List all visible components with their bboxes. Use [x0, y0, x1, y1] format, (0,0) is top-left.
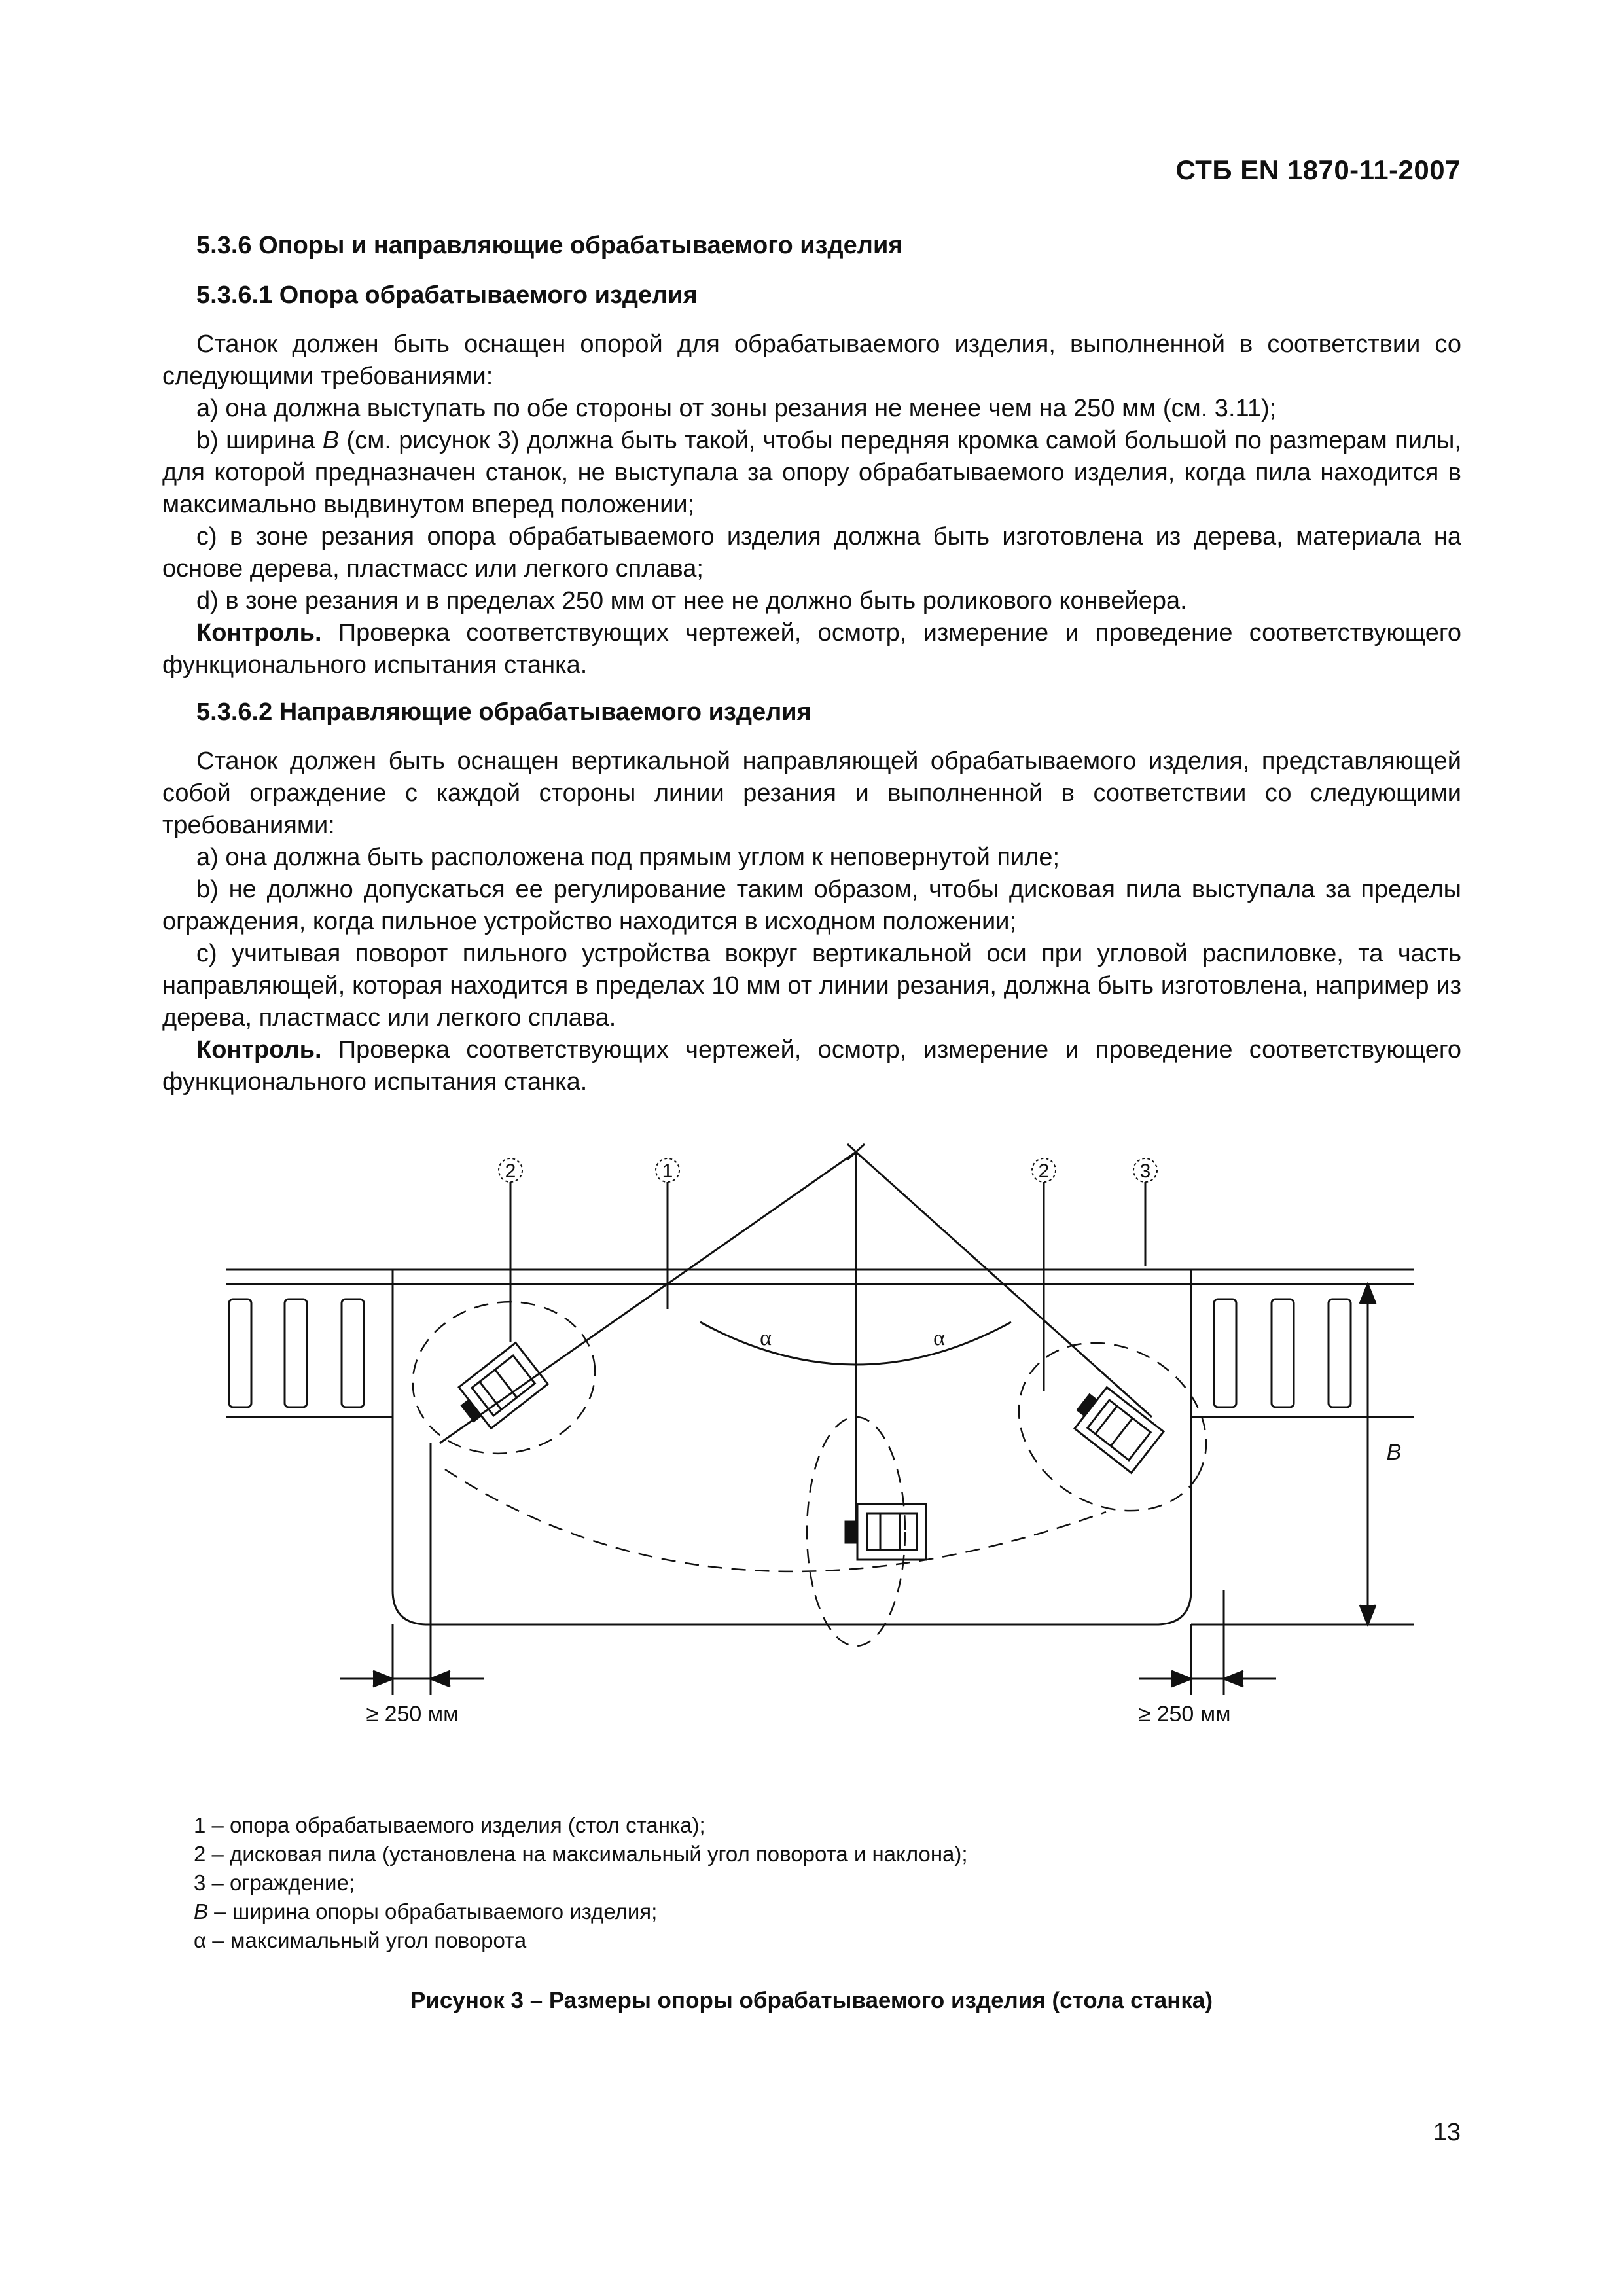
item-d-1: d) в зоне резания и в пределах 250 мм от нее не должно быть роликового конвейера. — [196, 587, 1187, 615]
legend-item-5: α – максимальный угол поворота — [194, 1928, 527, 1952]
item-b-prefix: b) ширина — [196, 427, 323, 454]
main-text — [162, 229, 1461, 1098]
document-id: СТБ EN 1870-11-2007 — [1175, 154, 1461, 185]
paragraph-intro-1: Станок должен быть оснащен опорой для обрабатываемого изделия, выполненной в соответствии со следующими требованиями: — [162, 331, 1461, 390]
control-label: Контроль. — [196, 1036, 322, 1064]
control-paragraph-1 — [162, 617, 1461, 681]
legend-item-1: 1 – опора обрабатываемого изделия (стол станка); — [194, 1813, 705, 1837]
callout-2-left: 2 — [505, 1160, 516, 1182]
section-heading-5-3-6-1: 5.3.6.1 Опора обрабатываемого изделия — [196, 281, 698, 309]
item-b-text: (см. рисунок 3) должна быть такой, чтобы передняя кромка самой большой по разmерам пилы, для которой предназначен станок, не выступала за опору обрабатываемого изделия, когда пила находится в максимально выдвинутом вперед положении; — [162, 427, 1461, 518]
legend-var-B: B — [194, 1899, 209, 1924]
table-diagram — [196, 1132, 1440, 1721]
page-number: 13 — [1433, 2119, 1461, 2146]
item-a-2: а) она должна быть расположена под прямым углом к неповернутой пиле; — [196, 844, 1060, 871]
figure-caption: Рисунок 3 – Размеры опоры обрабатываемого изделия (стола станка) — [410, 1988, 1213, 2013]
saw-center — [846, 1504, 926, 1560]
var-B: B — [322, 427, 340, 454]
dim-left-label: ≥ 250 мм — [366, 1702, 459, 1721]
legend-item-4: B – ширина опоры обрабатываемого изделия; — [194, 1899, 658, 1924]
item-c-2: с) учитывая поворот пильного устройства вокруг вертикальной оси при угловой распиловке, та часть направляющей, которая находится в пределах 10 мм от линии резания, должна быть изготовлена, например из дерева, пластмасс или легкого сплава. — [162, 940, 1461, 1031]
section-heading-5-3-6: 5.3.6 Опоры и направляющие обрабатываемого изделия — [196, 232, 903, 259]
control-text: Проверка соответствующих чертежей, осмотр, измерение и проведение соответствующего функционального испытания станка. — [162, 1036, 1461, 1096]
dim-B-label: B — [1386, 1440, 1402, 1465]
callout-3: 3 — [1139, 1160, 1151, 1182]
roller-conveyor-left — [226, 1299, 393, 1417]
item-b-1 — [162, 425, 1461, 521]
alpha-right-label: α — [933, 1326, 945, 1350]
control-text: Проверка соответствующих чертежей, осмотр, измерение и проведение соответствующего функционального испытания станка. — [162, 619, 1461, 679]
control-label: Контроль. — [196, 619, 322, 647]
figure-legend — [194, 1811, 968, 1955]
alpha-left-label: α — [760, 1326, 772, 1350]
legend-item-2: 2 – дисковая пила (установлена на максимальный угол поворота и наклона); — [194, 1842, 968, 1866]
saw-left — [452, 1343, 548, 1434]
paragraph-intro-2: Станок должен быть оснащен вертикальной направляющей обрабатываемого изделия, представляющей собой ограждение с каждой стороны линии резания и выполненной в соответствии со следующими требованиями: — [162, 747, 1461, 839]
figure-3-diagram — [196, 1132, 1440, 1721]
section-heading-5-3-6-2: 5.3.6.2 Направляющие обрабатываемого изделия — [196, 698, 812, 726]
item-b-2: b) не должно допускаться ее регулирование таким образом, чтобы дисковая пила выступала за пределы ограждения, когда пильное устройство находится в исходном положении; — [162, 876, 1461, 935]
roller-conveyor-right — [1191, 1299, 1414, 1417]
callout-2-right: 2 — [1038, 1160, 1050, 1182]
legend-item-3: 3 – ограждение; — [194, 1871, 355, 1895]
swing-line-left — [440, 1152, 856, 1443]
saw-right — [1067, 1382, 1164, 1473]
dim-right-label: ≥ 250 мм — [1138, 1702, 1231, 1721]
control-paragraph-2 — [162, 1034, 1461, 1098]
item-c-1: с) в зоне резания опора обрабатываемого изделия должна быть изготовлена из дерева, материала на основе дерева, пластмасс или легкого сплава; — [162, 523, 1461, 583]
callout-1: 1 — [662, 1160, 673, 1182]
item-a-1: а) она должна выступать по обе стороны от зоны резания не менее чем на 250 мм (см. 3.11); — [196, 395, 1277, 422]
